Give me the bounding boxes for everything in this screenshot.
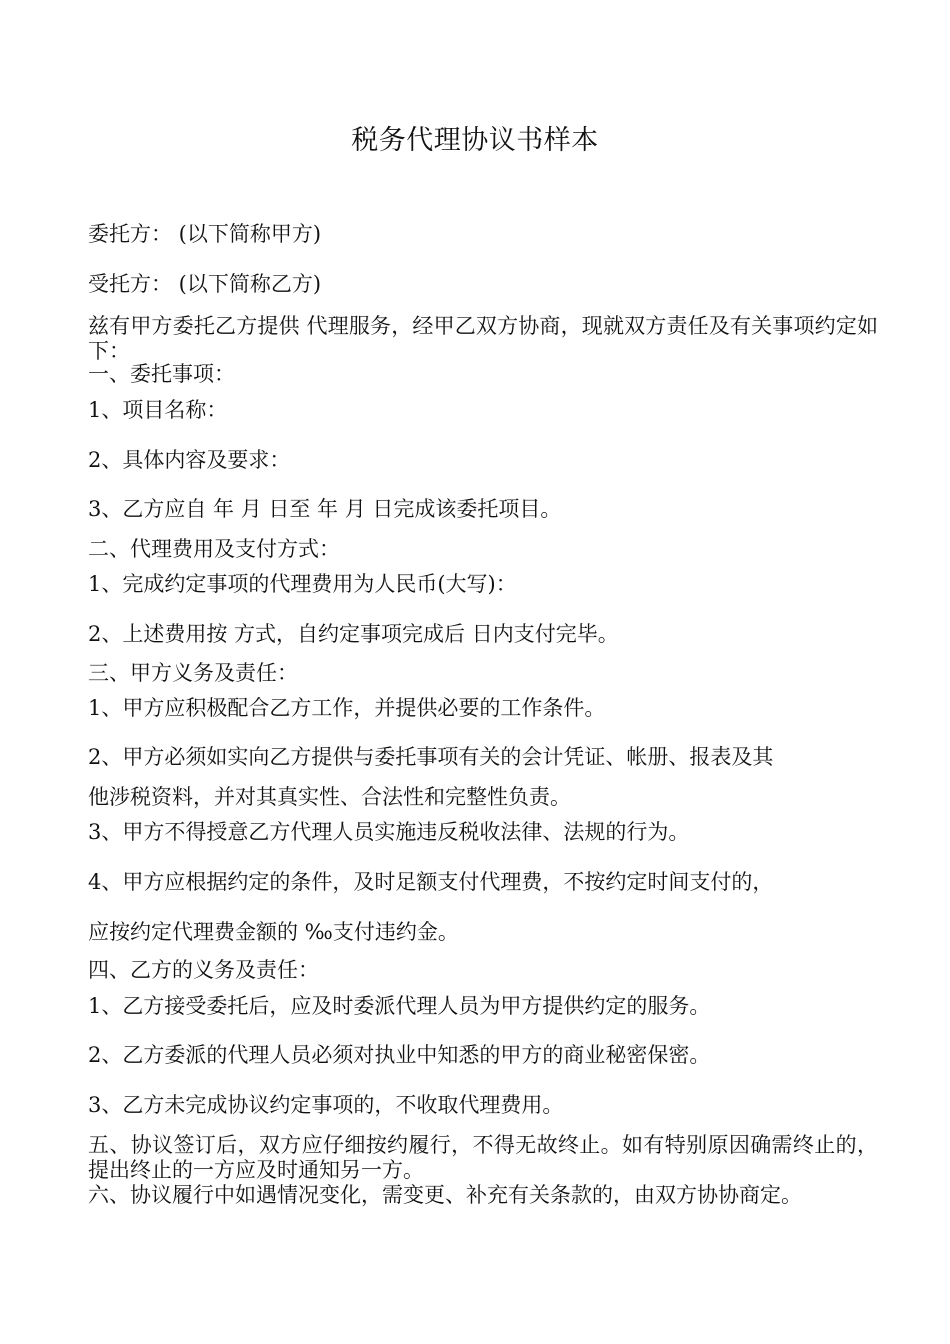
section-3-item-2-line-1: 2、甲方必须如实向乙方提供与委托事项有关的会计凭证、帐册、报表及其 (88, 745, 774, 769)
section-3-item-2-line-2: 他涉税资料，并对其真实性、合法性和完整性负责。 (88, 785, 571, 809)
section-3-item-1: 1、甲方应积极配合乙方工作，并提供必要的工作条件。 (88, 696, 606, 720)
client-line: 委托方： (以下简称甲方) (88, 222, 322, 246)
section-3-item-4-line-2: 应按约定代理费金额的 ‰支付违约金。 (88, 920, 459, 944)
section-6-paragraph: 六、协议履行中如遇情况变化，需变更、补充有关条款的，由双方协协商定。 (88, 1183, 802, 1207)
section-1-item-1: 1、项目名称： (88, 398, 228, 422)
preamble-paragraph: 兹有甲方委托乙方提供 代理服务，经甲乙双方协商，现就双方责任及有关事项约定如下： (88, 314, 878, 363)
section-2-item-2: 2、上述费用按 方式，自约定事项完成后 日内支付完毕。 (88, 622, 619, 646)
section-3-item-4-line-1: 4、甲方应根据约定的条件，及时足额支付代理费，不按约定时间支付的， (88, 870, 774, 894)
section-4-item-1: 1、乙方接受委托后，应及时委派代理人员为甲方提供约定的服务。 (88, 994, 711, 1018)
section-4-heading: 四、乙方的义务及责任： (88, 958, 319, 982)
agent-line: 受托方： (以下简称乙方) (88, 272, 322, 296)
section-4-item-2: 2、乙方委派的代理人员必须对执业中知悉的甲方的商业秘密保密。 (88, 1043, 711, 1067)
section-1-item-2: 2、具体内容及要求： (88, 448, 291, 472)
section-1-item-3: 3、乙方应自 年 月 日至 年 月 日完成该委托项目。 (88, 497, 562, 521)
section-5-paragraph: 五、协议签订后，双方应仔细按约履行，不得无故终止。如有特别原因确需终止的，提出终止的一方应及时通知另一方。 (88, 1133, 878, 1182)
section-3-heading: 三、甲方义务及责任： (88, 661, 298, 685)
section-1-heading: 一、委托事项： (88, 362, 235, 386)
section-2-heading: 二、代理费用及支付方式： (88, 537, 340, 561)
section-3-item-3: 3、甲方不得授意乙方代理人员实施违反税收法律、法规的行为。 (88, 820, 690, 844)
section-2-item-1: 1、完成约定事项的代理费用为人民币(大写)： (88, 572, 517, 596)
section-4-item-3: 3、乙方未完成协议约定事项的，不收取代理费用。 (88, 1093, 564, 1117)
document-title: 税务代理协议书样本 (351, 125, 599, 156)
